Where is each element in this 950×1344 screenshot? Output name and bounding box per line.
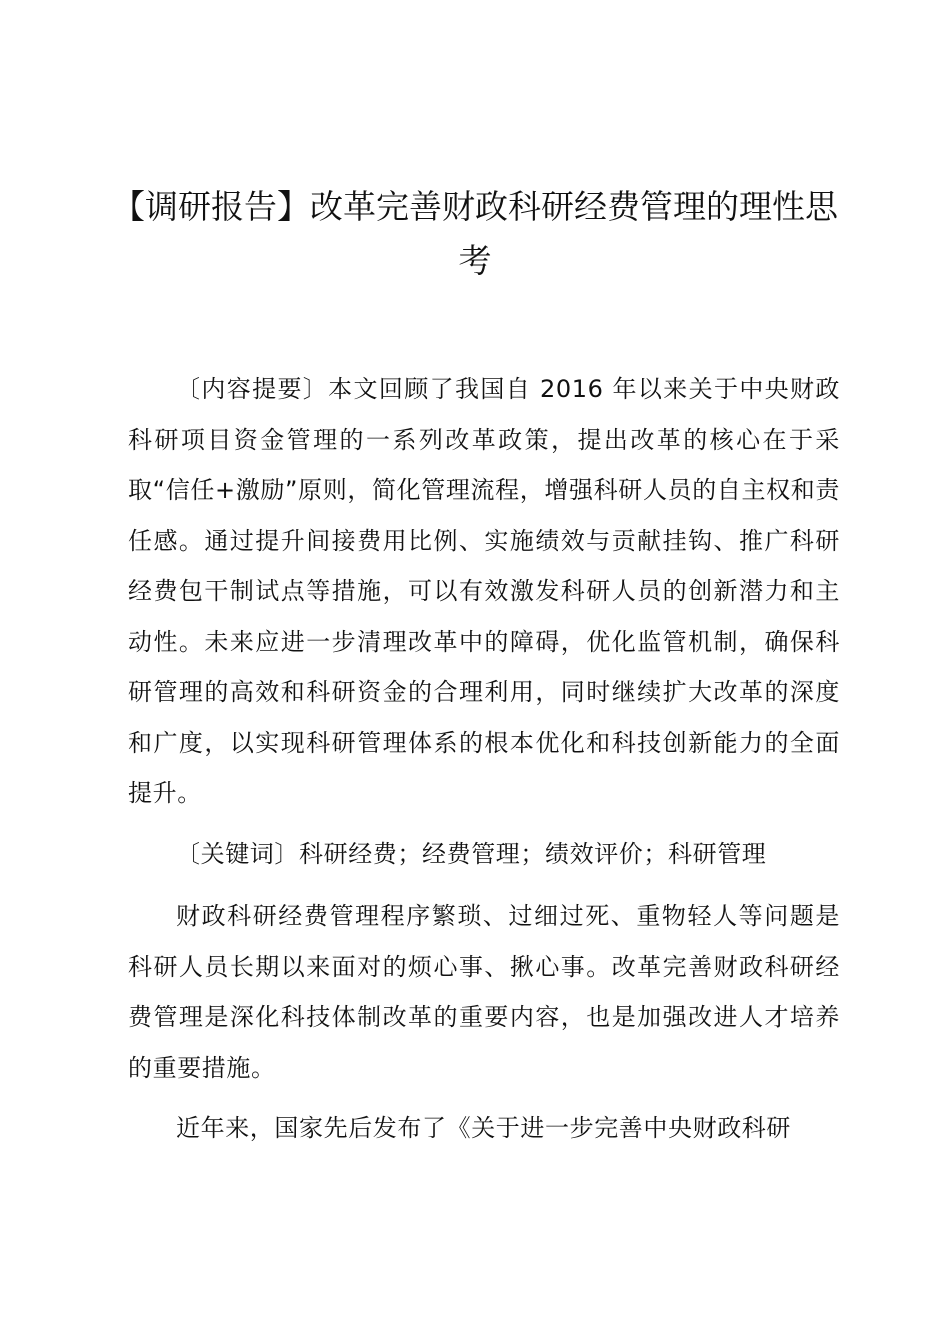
- abstract-paragraph: 〔内容提要〕本文回顾了我国自 2016 年以来关于中央财政科研项目资金管理的一系列改革政策，提出改革的核心在于采取“信任+激励”原则，简化管理流程，增强科研人员的自主权和责任感。通过提升间接费用比例、实施绩效与贡献挂钩、推广科研经费包干制试点等措施，可以有效激发科研人员的创新潜力和主动性。未来应进一步清理改革中的障碍，优化监管机制，确保科研管理的高效和科研资金的合理利用，同时继续扩大改革的深度和广度，以实现科研管理体系的根本优化和科技创新能力的全面提升。: [128, 375, 840, 807]
- keywords-paragraph: 〔关键词〕科研经费；经费管理；绩效评价；科研管理: [176, 839, 767, 868]
- body-paragraph-1: 财政科研经费管理程序繁琐、过细过死、重物轻人等问题是科研人员长期以来面对的烦心事、揪心事。改革完善财政科研经费管理是深化科技体制改革的重要内容，也是加强改进人才培养的重要措施。: [128, 902, 840, 1082]
- document-title: 【调研报告】改革完善财政科研经费管理的理性思考: [112, 187, 838, 280]
- document-body: [128, 364, 840, 1164]
- body-paragraph-2: 近年来，国家先后发布了《关于进一步完善中央财政科研: [176, 1114, 791, 1142]
